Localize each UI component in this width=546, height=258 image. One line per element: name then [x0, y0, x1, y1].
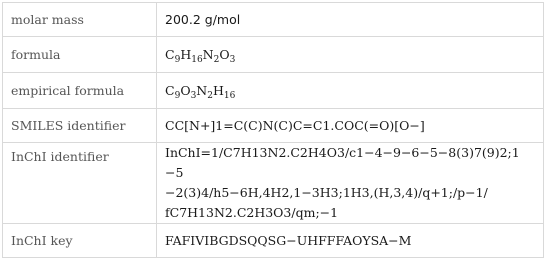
formula-part: C [165, 47, 175, 62]
formula-part: O [219, 47, 230, 62]
table-row [3, 37, 544, 73]
formula-subscript: 2 [213, 55, 220, 65]
table-row [3, 143, 544, 224]
inchi-key-value: FAFIVIBGDSQQSG−UHFFFAOYSA−M [157, 224, 544, 258]
row-label: empirical formula [3, 73, 157, 109]
inchi-line: −2(3)4/h5−6H,4H2,1−3H3;1H3,(H,3,4)/q+1;/p−1/ [165, 185, 488, 200]
properties-table [2, 2, 544, 258]
formula-subscript: 16 [223, 91, 236, 101]
table-row [3, 224, 544, 258]
formula-subscript: 2 [207, 91, 213, 101]
formula-part: H [180, 47, 192, 62]
formula-subscript: 3 [190, 91, 197, 101]
row-label: InChI key [3, 224, 157, 258]
table-row [3, 3, 544, 37]
inchi-line: fC7H13N2.C2H3O3/qm;−1 [165, 205, 339, 220]
empirical-formula-value [157, 73, 544, 109]
formula-subscript: 9 [174, 91, 181, 101]
formula-part: O [180, 83, 191, 98]
formula-subscript: 9 [174, 55, 181, 65]
row-label: formula [3, 37, 157, 73]
formula-subscript: 3 [229, 55, 236, 65]
formula-part: N [202, 47, 214, 62]
inchi-value [157, 143, 544, 224]
row-label: InChI identifier [3, 143, 157, 224]
inchi-line: InChI=1/C7H13N2.C2H4O3/c1−4−9−6−5−8(3)7(9)2;1−5 [165, 145, 520, 180]
row-label: SMILES identifier [3, 109, 157, 143]
smiles-value: CC[N+]1=C(C)N(C)C=C1.COC(=O)[O−] [157, 109, 544, 143]
molar-mass-value: 200.2 g/mol [157, 3, 544, 37]
row-label: molar mass [3, 3, 157, 37]
formula-part: C [165, 83, 175, 98]
table-row [3, 109, 544, 143]
formula-value [157, 37, 544, 73]
table-row [3, 73, 544, 109]
formula-part: N [196, 83, 208, 98]
formula-part: H [212, 83, 224, 98]
formula-subscript: 16 [191, 55, 203, 65]
